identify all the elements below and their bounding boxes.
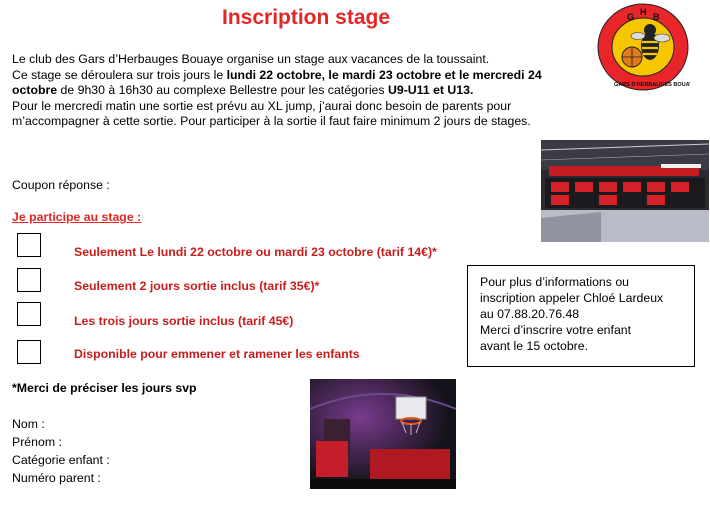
option-2-label: Seulement 2 jours sortie inclus (tarif 35€)* (74, 279, 320, 293)
trampoline-park-photo (541, 140, 709, 242)
page-title: Inscription stage (222, 6, 391, 29)
note-text: *Merci de préciser les jours svp (12, 381, 197, 395)
checkbox-option-2[interactable] (17, 268, 41, 292)
coupon-label: Coupon réponse : (12, 178, 110, 192)
intro-categories: U9-U11 et U13. (387, 83, 474, 98)
info-line-4: Merci d’inscrire votre enfant (480, 323, 632, 337)
participate-heading: Je participe au stage : (12, 210, 142, 224)
info-phone: au 07.88.20.76.48 (480, 307, 580, 321)
intro-line-5: m’accompagner à cette sortie. Pour participer à la sortie il faut faire minimum 2 jours de stages. (12, 114, 531, 129)
info-deadline: avant le 15 octobre. (480, 339, 589, 353)
option-3-label: Les trois jours sortie inclus (tarif 45€) (74, 314, 294, 328)
intro-paragraph (12, 52, 587, 130)
logo-letter-h: H (640, 7, 647, 17)
field-categorie: Catégorie enfant : (12, 453, 110, 467)
option-1-label: Seulement Le lundi 22 octobre ou mardi 23 octobre (tarif 14€)* (74, 245, 437, 259)
info-box (467, 265, 695, 367)
intro-line-3b: de 9h30 à 16h30 au complexe Bellestre pour les catégories (57, 83, 388, 98)
intro-line-1: Le club des Gars d’Herbauges Bouaye organise un stage aux vacances de la toussaint. (12, 52, 490, 66)
field-nom: Nom : (12, 417, 45, 431)
checkbox-option-1[interactable] (17, 233, 41, 257)
intro-line-4: Pour le mercredi matin une sortie est prévu au XL jump, j’aurai donc besoin de parents pour (12, 98, 512, 113)
intro-dates: lundi 22 octobre, le mardi 23 octobre et le mercredi 24 (226, 67, 542, 82)
field-numero-parent: Numéro parent : (12, 471, 101, 485)
checkbox-option-3[interactable] (17, 302, 41, 326)
intro-line-3a: octobre (12, 83, 58, 98)
logo-letter-g: G (627, 12, 635, 22)
field-prenom: Prénom : (12, 435, 62, 449)
checkbox-option-4[interactable] (17, 340, 41, 364)
basketball-hoop-photo (310, 379, 456, 489)
info-line-2: inscription appeler Chloé Lardeux (480, 291, 664, 305)
logo-ring-text: GARS D'HERBAUGES BOUAYE (614, 82, 690, 88)
logo-letter-b: B (653, 12, 660, 22)
club-logo (596, 2, 690, 92)
intro-line-2a: Ce stage se déroulera sur trois jours le (12, 67, 227, 82)
option-4-label: Disponible pour emmener et ramener les enfants (74, 347, 360, 361)
info-line-1: Pour plus d’informations ou (480, 275, 630, 289)
